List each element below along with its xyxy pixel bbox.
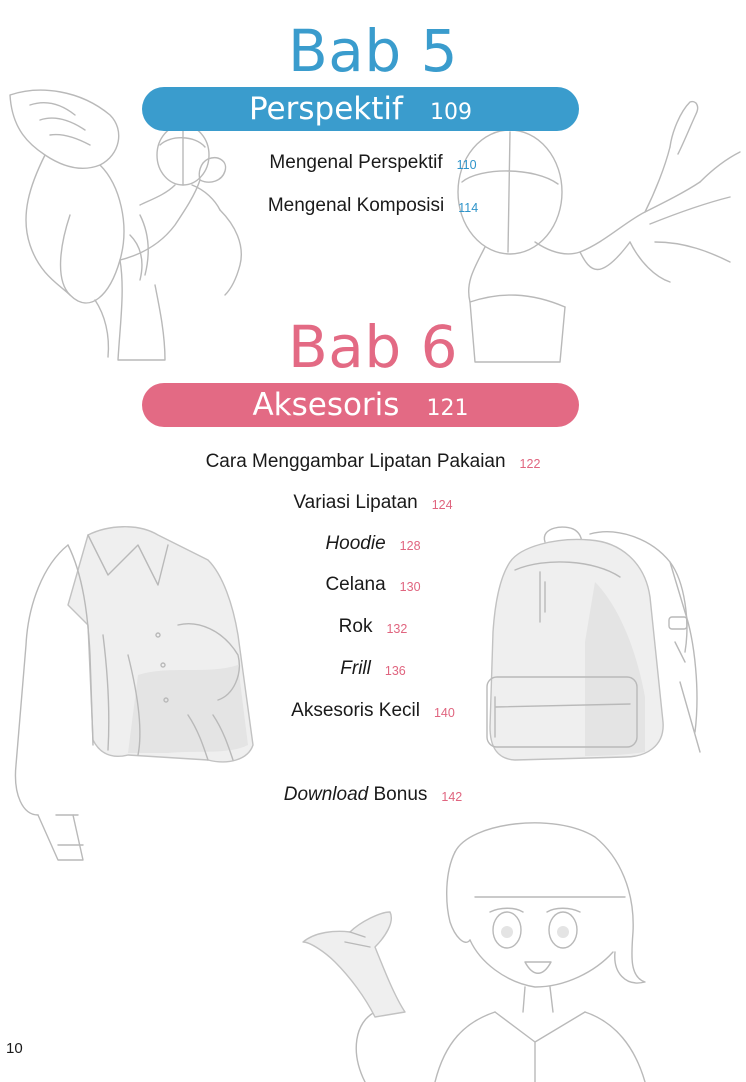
toc-entry-label: Mengenal Perspektif (269, 152, 443, 173)
toc-entry-page: 128 (399, 539, 421, 553)
toc-entry[interactable] (0, 615, 746, 640)
toc-entry-bonus[interactable] (0, 783, 746, 808)
toc-entry-page: 110 (456, 158, 477, 172)
chapter-5-banner[interactable] (142, 87, 579, 131)
chapter-6-banner-page: 121 (426, 396, 469, 421)
toc-entry-page: 142 (441, 790, 463, 804)
toc-entry-label: Hoodie (325, 533, 386, 554)
toc-entry[interactable] (0, 699, 746, 724)
toc-entry-page: 132 (386, 622, 408, 636)
chapter-5-banner-page: 109 (430, 100, 473, 125)
chapter-5-banner-title: Perspektif (248, 91, 403, 127)
toc-entry[interactable] (0, 450, 746, 475)
chapter-6-banner[interactable] (142, 383, 579, 427)
toc-entry[interactable] (0, 491, 746, 516)
toc-entry-page: 130 (399, 580, 421, 594)
toc-entry[interactable] (0, 532, 746, 557)
chapter-6-banner-title: Aksesoris (252, 387, 400, 423)
toc-entry-label-italic: Download (283, 784, 369, 805)
toc-entry-label: Variasi Lipatan (293, 492, 418, 513)
toc-entry-page: 114 (458, 201, 479, 215)
toc-entry-label: Bonus (368, 784, 428, 805)
toc-entry-page: 122 (519, 457, 541, 471)
toc-entry[interactable] (0, 657, 746, 682)
toc-entry-label: Aksesoris Kecil (291, 700, 420, 721)
toc-entry-label: Mengenal Komposisi (267, 195, 445, 216)
toc-entry-page: 140 (433, 706, 455, 720)
toc-entry[interactable] (0, 194, 746, 219)
toc-entry-label: Cara Menggambar Lipatan Pakaian (205, 451, 506, 472)
girl-character-illustration (295, 812, 675, 1082)
chapter-6-title: Bab 6 (288, 313, 458, 381)
toc-entry-label: Frill (340, 658, 371, 679)
toc-entry-page: 124 (431, 498, 453, 512)
toc-entry-label: Rok (338, 616, 373, 637)
toc-entry-page: 136 (384, 664, 406, 678)
backpack-illustration (485, 522, 715, 767)
toc-entry[interactable] (0, 573, 746, 598)
toc-entry[interactable] (0, 151, 746, 176)
shirt-illustration (8, 515, 258, 875)
page-number: 10 (6, 1040, 23, 1057)
toc-entry-label: Celana (325, 574, 386, 595)
chapter-5-title: Bab 5 (288, 17, 458, 85)
